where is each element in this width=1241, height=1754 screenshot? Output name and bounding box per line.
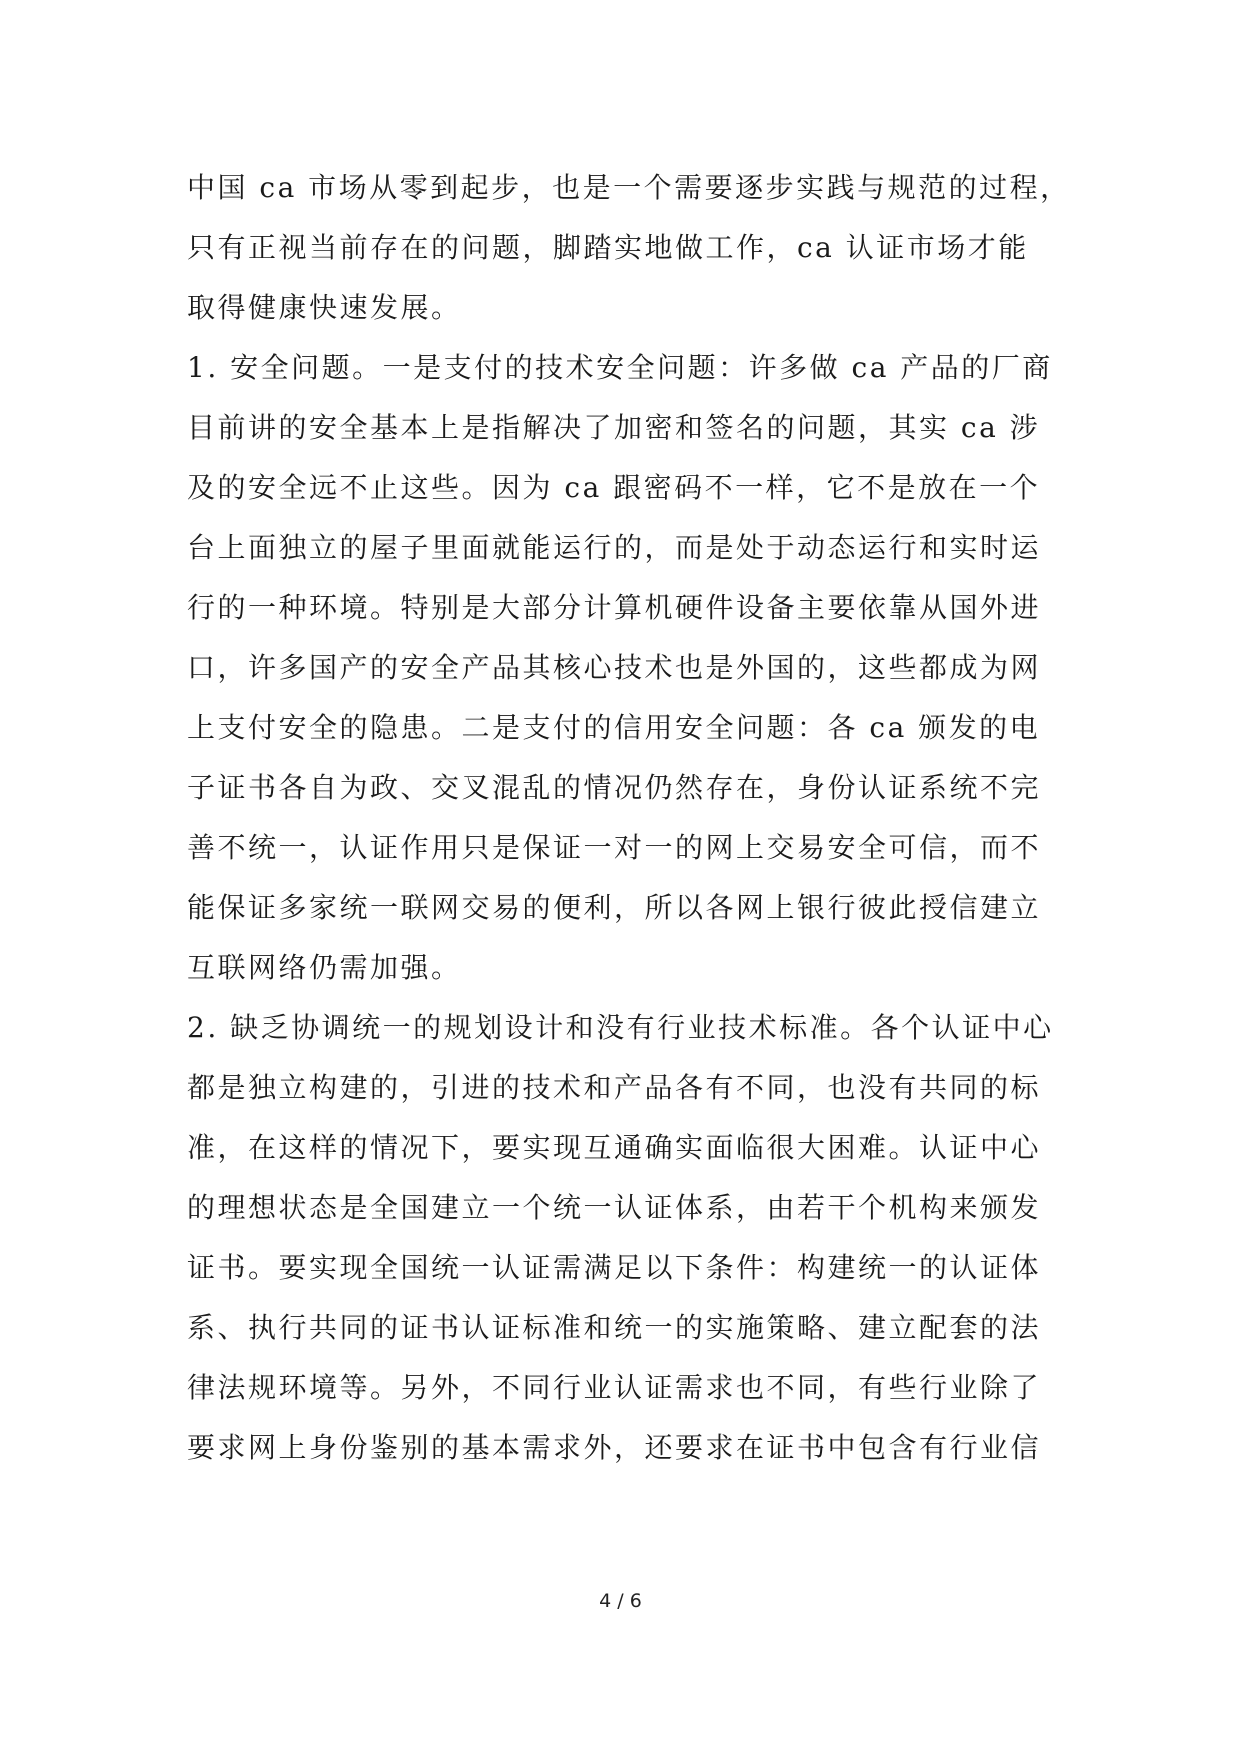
- text-line: 口，许多国产的安全产品其核心技术也是外国的，这些都成为网: [187, 651, 1042, 684]
- text-line: 互联网络仍需加强。: [187, 951, 462, 984]
- text-line: 及的安全远不止这些。因为 ca 跟密码不一样，它不是放在一个: [187, 471, 1041, 504]
- text-line: 中国 ca 市场从零到起步，也是一个需要逐步实践与规范的过程，: [187, 171, 1071, 204]
- page-number: 4 / 6: [599, 1590, 642, 1612]
- text-line: 律法规环境等。另外，不同行业认证需求也不同，有些行业除了: [187, 1371, 1042, 1404]
- text-line: 取得健康快速发展。: [187, 291, 462, 324]
- text-line: 1. 安全问题。一是支付的技术安全问题：许多做 ca 产品的厂商: [187, 351, 1053, 384]
- text-line: 的理想状态是全国建立一个统一认证体系，由若干个机构来颁发: [187, 1191, 1042, 1224]
- text-line: 要求网上身份鉴别的基本需求外，还要求在证书中包含有行业信: [187, 1431, 1042, 1464]
- text-line: 行的一种环境。特别是大部分计算机硬件设备主要依靠从国外进: [187, 591, 1042, 624]
- body-text: [187, 158, 1071, 1478]
- text-line: 证书。要实现全国统一认证需满足以下条件：构建统一的认证体: [187, 1251, 1042, 1284]
- text-line: 只有正视当前存在的问题，脚踏实地做工作，ca 认证市场才能: [187, 231, 1029, 264]
- text-line: 准，在这样的情况下，要实现互通确实面临很大困难。认证中心: [187, 1131, 1042, 1164]
- text-line: 都是独立构建的，引进的技术和产品各有不同，也没有共同的标: [187, 1071, 1042, 1104]
- text-line: 目前讲的安全基本上是指解决了加密和签名的问题，其实 ca 涉: [187, 411, 1041, 444]
- text-line: 系、执行共同的证书认证标准和统一的实施策略、建立配套的法: [187, 1311, 1042, 1344]
- text-line: 能保证多家统一联网交易的便利，所以各网上银行彼此授信建立: [187, 891, 1042, 924]
- text-line: 子证书各自为政、交叉混乱的情况仍然存在，身份认证系统不完: [187, 771, 1042, 804]
- text-line: 2. 缺乏协调统一的规划设计和没有行业技术标准。各个认证中心: [187, 1011, 1054, 1044]
- text-line: 台上面独立的屋子里面就能运行的，而是处于动态运行和实时运: [187, 531, 1042, 564]
- text-line: 上支付安全的隐患。二是支付的信用安全问题：各 ca 颁发的电: [187, 711, 1041, 744]
- text-line: 善不统一，认证作用只是保证一对一的网上交易安全可信，而不: [187, 831, 1042, 864]
